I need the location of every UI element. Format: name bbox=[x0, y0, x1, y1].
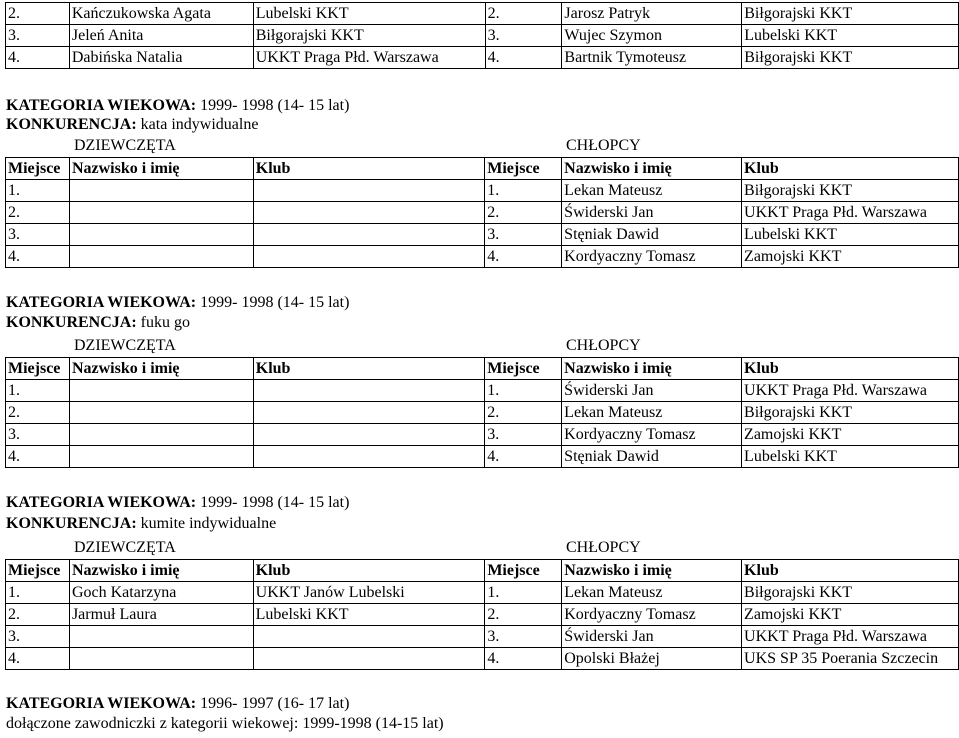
place-cell: 3. bbox=[485, 25, 562, 47]
place-cell: 4. bbox=[485, 446, 562, 468]
name-cell bbox=[69, 648, 253, 670]
place-cell: 2. bbox=[6, 604, 70, 626]
name-cell: Jarmuł Laura bbox=[69, 604, 253, 626]
place-cell: 1. bbox=[485, 380, 562, 402]
club-cell: Biłgorajski KKT bbox=[742, 3, 959, 25]
table-header-row bbox=[6, 158, 959, 180]
table-row bbox=[6, 246, 959, 268]
name-cell bbox=[69, 402, 253, 424]
club-cell bbox=[253, 224, 484, 246]
table-row bbox=[6, 380, 959, 402]
club-cell: Zamojski KKT bbox=[742, 604, 959, 626]
place-cell: 3. bbox=[485, 224, 562, 246]
name-cell bbox=[69, 446, 253, 468]
name-cell: Świderski Jan bbox=[562, 626, 742, 648]
table-row bbox=[6, 224, 959, 246]
table-row bbox=[6, 202, 959, 224]
place-cell: 4. bbox=[6, 446, 70, 468]
girls-heading: DZIEWCZĘTA bbox=[74, 539, 176, 556]
boys-heading: CHŁOPCY bbox=[566, 137, 641, 154]
competition-line: KONKURENCJA: fuku go bbox=[6, 314, 190, 331]
name-cell bbox=[69, 380, 253, 402]
table-header-row bbox=[6, 560, 959, 582]
club-cell: Biłgorajski KKT bbox=[742, 582, 959, 604]
name-header: Nazwisko i imię bbox=[562, 158, 742, 180]
club-cell: Biłgorajski KKT bbox=[742, 47, 959, 69]
place-cell: 2. bbox=[485, 3, 562, 25]
name-header: Nazwisko i imię bbox=[69, 358, 253, 380]
place-cell: 4. bbox=[485, 648, 562, 670]
place-cell: 2. bbox=[485, 604, 562, 626]
name-cell: Kańczukowska Agata bbox=[69, 3, 253, 25]
place-cell: 1. bbox=[485, 582, 562, 604]
place-cell: 1. bbox=[485, 180, 562, 202]
club-cell: Biłgorajski KKT bbox=[742, 180, 959, 202]
club-cell: UKS SP 35 Poerania Szczecin bbox=[742, 648, 959, 670]
club-header: Klub bbox=[742, 358, 959, 380]
name-cell: Kordyaczny Tomasz bbox=[562, 604, 742, 626]
name-cell: Jeleń Anita bbox=[69, 25, 253, 47]
place-cell: 1. bbox=[6, 180, 70, 202]
kumite-results-table bbox=[5, 559, 959, 670]
name-cell bbox=[69, 246, 253, 268]
table-header-row bbox=[6, 358, 959, 380]
name-cell: Świderski Jan bbox=[562, 380, 742, 402]
club-cell bbox=[253, 626, 485, 648]
girls-heading: DZIEWCZĘTA bbox=[74, 337, 176, 354]
place-cell: 4. bbox=[485, 246, 562, 268]
name-header: Nazwisko i imię bbox=[69, 560, 253, 582]
table-row bbox=[6, 626, 959, 648]
girls-heading: DZIEWCZĘTA bbox=[74, 137, 176, 154]
place-cell: 3. bbox=[6, 626, 70, 648]
top-results-table bbox=[5, 2, 959, 69]
place-header: Miejsce bbox=[485, 358, 562, 380]
place-header: Miejsce bbox=[485, 158, 562, 180]
place-cell: 2. bbox=[6, 202, 70, 224]
place-cell: 3. bbox=[6, 25, 70, 47]
place-cell: 3. bbox=[485, 424, 562, 446]
place-cell: 3. bbox=[6, 424, 70, 446]
name-cell: Lekan Mateusz bbox=[562, 180, 742, 202]
place-cell: 4. bbox=[485, 47, 562, 69]
club-cell: Zamojski KKT bbox=[742, 424, 959, 446]
competition-line: KONKURENCJA: kata indywidualne bbox=[6, 116, 259, 133]
place-header: Miejsce bbox=[6, 358, 70, 380]
table-row bbox=[6, 604, 959, 626]
table-row bbox=[6, 180, 959, 202]
club-cell: Biłgorajski KKT bbox=[742, 402, 959, 424]
place-cell: 2. bbox=[6, 3, 70, 25]
name-cell bbox=[69, 224, 253, 246]
club-cell bbox=[253, 402, 484, 424]
club-cell: Biłgorajski KKT bbox=[253, 25, 485, 47]
place-cell: 3. bbox=[6, 224, 70, 246]
name-header: Nazwisko i imię bbox=[562, 560, 742, 582]
fuku-go-results-table bbox=[5, 357, 959, 468]
name-cell: Bartnik Tymoteusz bbox=[562, 47, 742, 69]
name-cell bbox=[69, 626, 253, 648]
name-cell: Stęniak Dawid bbox=[562, 224, 742, 246]
place-header: Miejsce bbox=[485, 560, 562, 582]
club-header: Klub bbox=[253, 358, 484, 380]
club-cell bbox=[253, 424, 484, 446]
place-cell: 1. bbox=[6, 380, 70, 402]
table-row bbox=[6, 25, 959, 47]
club-cell bbox=[253, 446, 484, 468]
name-cell: Lekan Mateusz bbox=[562, 402, 742, 424]
name-cell bbox=[69, 424, 253, 446]
club-cell: Lubelski KKT bbox=[253, 604, 485, 626]
kata-results-table bbox=[5, 157, 959, 268]
place-cell: 4. bbox=[6, 47, 70, 69]
table-row bbox=[6, 648, 959, 670]
club-header: Klub bbox=[742, 560, 959, 582]
club-cell bbox=[253, 202, 484, 224]
club-cell bbox=[253, 380, 484, 402]
place-header: Miejsce bbox=[6, 158, 70, 180]
club-cell: Lubelski KKT bbox=[742, 224, 959, 246]
category-line: KATEGORIA WIEKOWA: 1996- 1997 (16- 17 lat) bbox=[6, 695, 350, 712]
club-cell bbox=[253, 648, 485, 670]
name-cell bbox=[69, 180, 253, 202]
boys-heading: CHŁOPCY bbox=[566, 337, 641, 354]
name-cell bbox=[69, 202, 253, 224]
place-cell: 2. bbox=[485, 402, 562, 424]
place-cell: 4. bbox=[6, 246, 70, 268]
name-cell: Dabińska Natalia bbox=[69, 47, 253, 69]
table-row bbox=[6, 424, 959, 446]
club-cell: UKKT Praga Płd. Warszawa bbox=[742, 380, 959, 402]
table-row bbox=[6, 446, 959, 468]
name-cell: Lekan Mateusz bbox=[562, 582, 742, 604]
category-line: KATEGORIA WIEKOWA: 1999- 1998 (14- 15 lat) bbox=[6, 294, 350, 311]
table-row bbox=[6, 3, 959, 25]
name-header: Nazwisko i imię bbox=[562, 358, 742, 380]
footer-note: dołączone zawodniczki z kategorii wiekowej: 1999-1998 (14-15 lat) bbox=[6, 715, 444, 732]
club-cell: Lubelski KKT bbox=[742, 446, 959, 468]
place-cell: 2. bbox=[485, 202, 562, 224]
club-cell: UKKT Praga Płd. Warszawa bbox=[742, 202, 959, 224]
place-cell: 2. bbox=[6, 402, 70, 424]
name-cell: Jarosz Patryk bbox=[562, 3, 742, 25]
club-header: Klub bbox=[253, 158, 484, 180]
name-cell: Goch Katarzyna bbox=[69, 582, 253, 604]
name-cell: Świderski Jan bbox=[562, 202, 742, 224]
name-cell: Kordyaczny Tomasz bbox=[562, 246, 742, 268]
table-row bbox=[6, 47, 959, 69]
category-line: KATEGORIA WIEKOWA: 1999- 1998 (14- 15 lat) bbox=[6, 494, 350, 511]
table-row bbox=[6, 582, 959, 604]
name-cell: Wujec Szymon bbox=[562, 25, 742, 47]
place-cell: 3. bbox=[485, 626, 562, 648]
name-header: Nazwisko i imię bbox=[69, 158, 253, 180]
competition-line: KONKURENCJA: kumite indywidualne bbox=[6, 515, 277, 532]
club-cell: UKKT Praga Płd. Warszawa bbox=[742, 626, 959, 648]
place-cell: 1. bbox=[6, 582, 70, 604]
name-cell: Stęniak Dawid bbox=[562, 446, 742, 468]
name-cell: Opolski Błażej bbox=[562, 648, 742, 670]
club-header: Klub bbox=[742, 158, 959, 180]
club-header: Klub bbox=[253, 560, 485, 582]
boys-heading: CHŁOPCY bbox=[566, 539, 641, 556]
club-cell bbox=[253, 246, 484, 268]
place-header: Miejsce bbox=[6, 560, 70, 582]
club-cell: Lubelski KKT bbox=[742, 25, 959, 47]
club-cell: Zamojski KKT bbox=[742, 246, 959, 268]
table-row bbox=[6, 402, 959, 424]
club-cell: UKKT Praga Płd. Warszawa bbox=[253, 47, 485, 69]
place-cell: 4. bbox=[6, 648, 70, 670]
club-cell bbox=[253, 180, 484, 202]
name-cell: Kordyaczny Tomasz bbox=[562, 424, 742, 446]
club-cell: Lubelski KKT bbox=[253, 3, 485, 25]
category-line: KATEGORIA WIEKOWA: 1999- 1998 (14- 15 lat) bbox=[6, 97, 350, 114]
club-cell: UKKT Janów Lubelski bbox=[253, 582, 485, 604]
